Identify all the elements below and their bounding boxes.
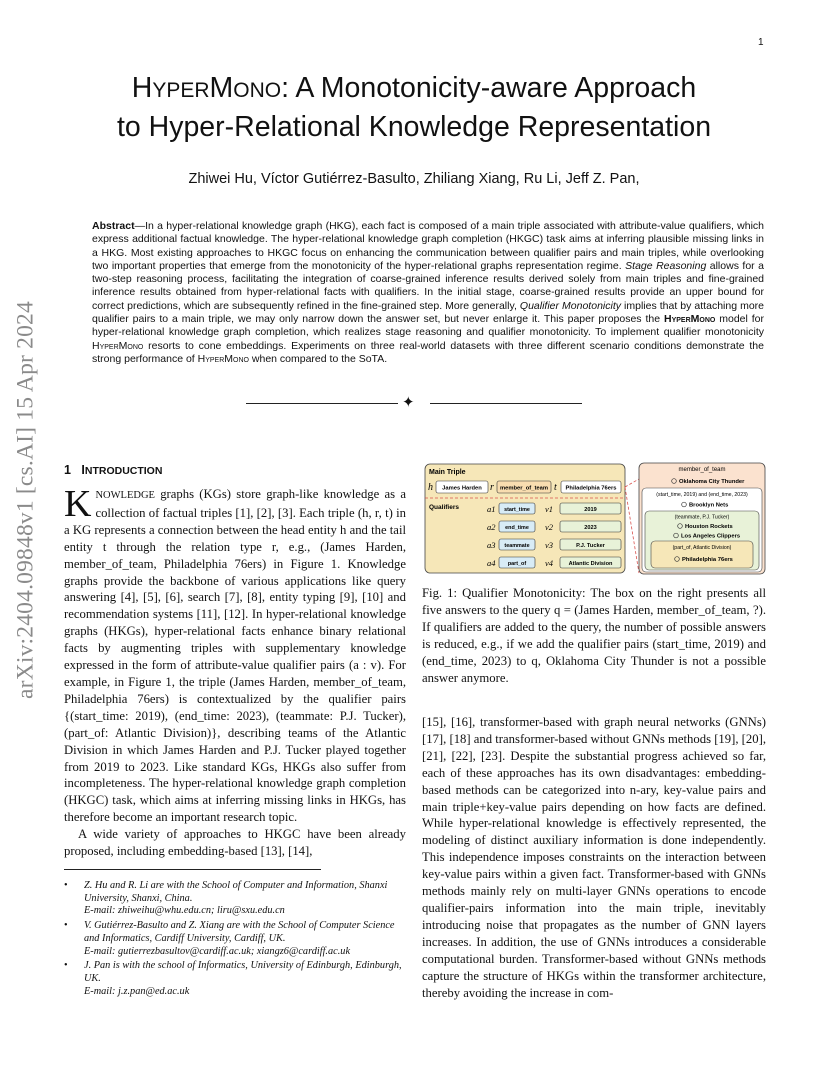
figure-1-qualifier-monotonicity	[423, 461, 767, 576]
head-entity: James Harden	[442, 485, 482, 492]
qualifier-value: 2023	[584, 524, 597, 531]
condition-1: (start_time, 2019) and (end_time, 2023)	[656, 492, 748, 498]
qualifier-attr-symbol: a3	[487, 540, 496, 550]
arxiv-stamp-text: arXiv:2404.09848v1 [cs.AI] 15 Apr 2024	[12, 301, 39, 699]
paper-title	[60, 70, 768, 145]
qualifier-attr: part_of	[507, 560, 527, 567]
answer-2: Brooklyn Nets	[689, 502, 729, 509]
divider-star: ✦	[402, 395, 415, 411]
abstract-label: Abstract	[92, 220, 135, 232]
divider-line-left	[246, 403, 398, 404]
qualifier-attr-symbol: a2	[487, 522, 496, 532]
condition-3: (part_of, Atlantic Division)	[672, 545, 732, 551]
qualifier-attr-symbol: a4	[487, 558, 496, 568]
figure-caption: Fig. 1: Qualifier Monotonicity: The box on the right presents all five answers to the query q = (James Harden, member_of_team, ?). If qualifiers are added to the query, the number of possible answers is reduced, e.g., if we add the qualifier pairs (start_time, 2019) and (end_time, 2023) to q, Oklahoma City Thunder is not a possible answer anymore.	[422, 586, 766, 685]
head-symbol: h	[428, 482, 433, 493]
footnote-2: • V. Gutiérrez-Basulto and Z. Xiang are with the School of Computer Science and Informatics, Cardiff University, Cardiff, UK. E-mail: gutierrezbasultov@cardiff.ac.uk; xiangz6@cardiff.ac.uk	[64, 920, 408, 958]
answer-3: Houston Rockets	[685, 524, 733, 530]
qualifier-attr-symbol: a1	[487, 504, 496, 514]
tail-entity: Philadelphia 76ers	[565, 485, 617, 492]
title-line-2: to Hyper-Relational Knowledge Representation	[116, 111, 712, 143]
condition-2: (teammate, P.J. Tucker)	[674, 514, 730, 521]
qualifier-value: Atlantic Division	[568, 560, 613, 567]
tail-symbol: t	[554, 482, 557, 493]
left-column-text	[64, 483, 406, 860]
section-heading: 1 INTRODUCTION	[64, 463, 163, 477]
title-line-1: HYPERMONO: A Monotonicity-aware Approach	[131, 72, 697, 104]
footnote-rule	[64, 869, 321, 870]
drop-cap: K	[64, 483, 92, 525]
authors: Zhiwei Hu, Víctor Gutiérrez-Basulto, Zhiliang Xiang, Ru Li, Jeff Z. Pan,	[188, 171, 640, 187]
right-column-text: [15], [16], transformer-based with graph neural networks (GNNs) [17], [18] and transformer-based without GNNs methods [19], [20], [21], [22], [23]. Despite the substantial progress achieved so far, each of these approaches has its own disadvantages: embedding-based methods can be categorized into n-ary, key-value pairs and main triple+key-value pairs depending on how facts are defined. While hyper-relational knowledge is effectively represented, the modeling of distinct auxiliary information is done independently. This independence imposes constraints on the interaction between key-value pairs within a given fact. Transformer-based with GNNs methods mainly rely on multi-layer GNNs operations to encode qualifier-pairs information into the main triple, inevitably introducing noise that propagates as the number of GNN layers increases. In addition, the use of GNNs introduces a considerable computational burden. Transformer-based without GNNs methods capture the structure of HKGs within the transformer architecture, thereby avoiding the increase in com-	[422, 715, 766, 1000]
qualifier-attr: end_time	[505, 524, 529, 531]
qualifier-value: 2019	[584, 506, 597, 513]
footnote-1: • Z. Hu and R. Li are with the School of Computer and Information, Shanxi University, Shanxi, China. E-mail: zhiweihu@whu.edu.cn; liru@sxu.edu.cn	[64, 880, 408, 918]
divider-line-right	[430, 403, 582, 404]
qualifier-value: P.J. Tucker	[576, 542, 605, 549]
answers-header: member_of_team	[678, 467, 726, 473]
footnote-3: • J. Pan is with the school of Informatics, University of Edinburgh, Edinburgh, UK. E-mail: j.z.pan@ed.ac.uk	[64, 960, 408, 998]
answer-5: Philadelphia 76ers	[682, 557, 733, 563]
arxiv-stamp	[14, 290, 38, 710]
qualifier-value-symbol: v4	[545, 558, 554, 568]
connector-line-bottom	[625, 487, 639, 573]
answer-4: Los Angeles Clippers	[681, 533, 741, 540]
qualifier-attr: teammate	[504, 542, 530, 549]
main-triple-box	[425, 464, 625, 573]
answer-1: Oklahoma City Thunder	[679, 479, 745, 485]
qualifier-value-symbol: v2	[545, 522, 554, 532]
relation-label: member_of_team	[499, 485, 549, 492]
qualifier-value-symbol: v1	[545, 504, 554, 514]
abstract: Abstract—In a hyper-relational knowledge graph (HKG), each fact is composed of a main triple associated with attribute-value qualifiers, which express additional factual knowledge. The hyper-relational knowledge graph completion (HKGC) task aims at inferring plausible missing links in a HKG. Most existing approaches to HKGC focus on enhancing the communication between qualifier pairs and main triples, while overlooking two important properties that emerge from the monotonicity of the hyper-relational graphs representation regime. Stage Reasoning allows for a two-step reasoning process, facilitating the integration of coarse-grained inference results derived solely from main triples and fine-grained inference results obtained from hyper-relational facts with qualifiers. In the initial stage, coarse-grained results provide an upper bound for correct predictions, which are subsequently refined in the fine-grained step. More generally, Qualifier Monotonicity implies that by attaching more qualifier pairs to a main triple, we may only narrow down the answer set, but never enlarge it. This paper proposes the HyperMono model for hyper-relational knowledge graph completion, which realizes stage reasoning and qualifier monotonicity. To implement qualifier monotonicity HyperMono resorts to cone embeddings. Experiments on three real-world datasets with three different scenario conditions demonstrate the strong performance of HyperMono when compared to the SoTA.	[92, 220, 765, 365]
page-number: 1	[758, 37, 764, 48]
footnotes	[64, 880, 408, 1000]
qualifier-value-symbol: v3	[545, 540, 554, 550]
connector-line-top	[625, 479, 639, 487]
intro-paragraph-2: A wide variety of approaches to HKGC have been already proposed, including embedding-based [13], [14],	[64, 827, 406, 859]
qualifiers-label: Qualifiers	[429, 504, 459, 511]
relation-symbol: r	[490, 482, 494, 493]
main-triple-label: Main Triple	[429, 469, 466, 476]
section-divider	[246, 395, 582, 411]
intro-paragraph-1: KNOWLEDGE graphs (KGs) store graph-like knowledge as a collection of factual triples [1], [2], [3]. Each triple (h, r, t) in a KG represents a connection between the head entity h and the tail entity t through the relation type r, e.g., (James Harden, member_of_team, Philadelphia 76ers) in Figure 1. Knowledge graphs provide the backbone of various applications like query answering [4], [5], [6], search [7], [8], entity typing [9], [10] and recommendation systems [11], [12]. In hyper-relational knowledge graphs (HKGs), hyper-relational facts enhance binary relational facts by augmenting triples with supplementary knowledge expressed in the form of attribute-value qualifier pairs (a : v). For example, in Figure 1, the triple (James Harden, member_of_team, Philadelphia 76ers) is contextualized by the qualifier pairs {(start_time: 2019), (end_time: 2023), (teammate: P.J. Tucker), (part_of: Atlantic Division)}, describing teams of the Atlantic Division in which James Harden and P.J. Tucker played together from 2019 to 2023. Like standard KGs, HKGs also suffer from incompleteness. The hyper-relational knowledge graph completion (HKGC) task, which aims at inferring missing links in HKGs, has therefore become an important research topic.	[64, 483, 406, 825]
qualifier-attr: start_time	[504, 506, 530, 513]
